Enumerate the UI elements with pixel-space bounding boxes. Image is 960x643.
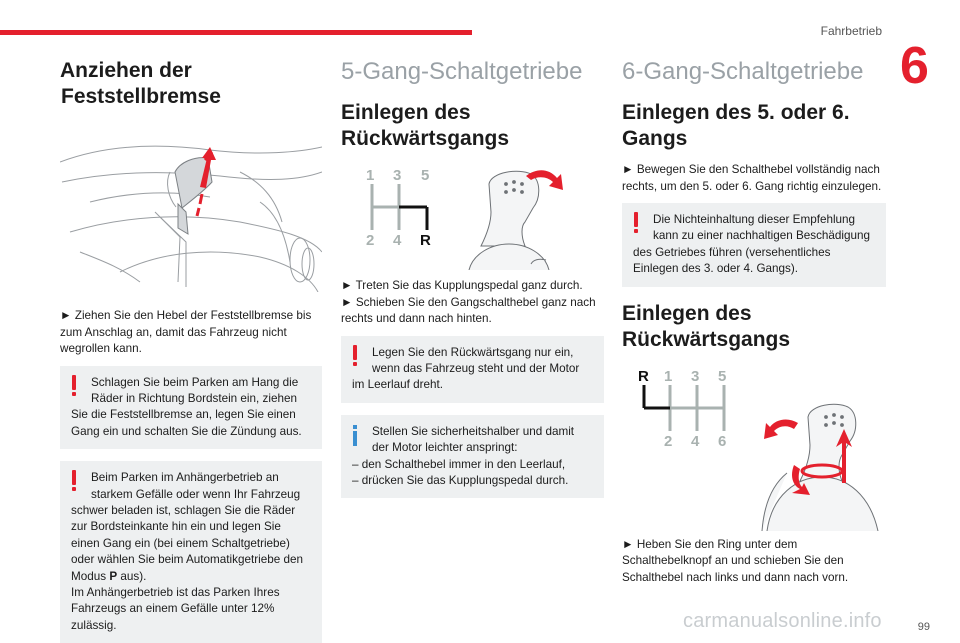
warning-box-slope-parking: Schlagen Sie beim Parken am Hang die Räder in Richtung Bordstein ein, ziehen Sie die Feststellbremse an, legen Sie einen Gang ein und schalten Sie die Zündung aus.: [60, 366, 322, 450]
page-number: 99: [917, 621, 930, 633]
gear-label-2: 2: [664, 432, 673, 450]
gear-label-3: 3: [393, 167, 402, 184]
gear-label-5: 5: [718, 367, 727, 385]
step-lift-ring: ► Heben Sie den Ring unter dem Schalthebelknopf an und schieben Sie den Schalthebel nach links und dann nach vorn.: [622, 537, 849, 584]
step-shift-reverse: ► Schieben Sie den Gangschalthebel ganz nach rechts und dann nach hinten.: [341, 295, 596, 325]
info-icon: [352, 425, 358, 446]
gear-label-1: 1: [664, 367, 673, 385]
warning-box-gearbox-damage: Die Nichteinhaltung dieser Empfehlung kann zu einer nachhaltigen Beschädigung des Getriebes führen (versehentliches Einlegen des 3. oder 4. Gangs).: [622, 203, 886, 287]
heading-line-1: Anziehen der: [60, 59, 192, 82]
heading-reverse-gear-5: Einlegen des Rückwärtsgangs: [341, 101, 510, 150]
gear-diagram-5-speed: [341, 164, 604, 270]
column-6-gear: [622, 56, 886, 586]
heading-reverse-gear-6: Einlegen des Rückwärtsgangs: [622, 301, 791, 351]
gear-label-3: 3: [691, 367, 700, 385]
list-item: – den Schalthebel immer in den Leerlauf,: [352, 457, 566, 471]
warning-icon: [71, 470, 77, 491]
warning-icon: [352, 345, 358, 366]
instruction-pull-lever: ► Ziehen Sie den Hebel der Feststellbremse bis zum Anschlag an, damit das Fahrzeug nicht wegrollen kann.: [60, 309, 312, 355]
gear-label-1: 1: [366, 167, 375, 184]
parking-brake-illustration: [60, 142, 322, 292]
gear-mode-label: P: [109, 569, 118, 583]
gear-label-5: 5: [421, 167, 430, 184]
gear-label-2: 2: [366, 232, 375, 249]
gear-label-4: 4: [691, 432, 700, 450]
gear-label-6: 6: [718, 432, 727, 450]
gear-label-4: 4: [393, 232, 402, 249]
warning-box-reverse-stationary: Legen Sie den Rückwärtsgang nur ein, wenn das Fahrzeug steht und der Motor im Leerlauf dreht.: [341, 336, 604, 403]
gear-label-r: R: [638, 367, 649, 385]
shift-knob-illustration: [469, 171, 549, 270]
chapter-accent-bar: [0, 30, 472, 35]
gear-label-r: R: [420, 232, 431, 249]
step-shift-5-6: ► Bewegen Sie den Schalthebel vollständig nach rechts, um den 5. oder 6. Gang richtig einzulegen.: [622, 163, 882, 193]
column-5-gear: [341, 56, 604, 498]
warning-box-trailer-parking: Beim Parken im Anhängerbetrieb an starkem Gefälle oder wenn Ihr Fahrzeug schwer beladen ist, schlagen Sie die Räder zur Bordsteinkante hin ein und legen Sie einen Gang ein (bei einem Schaltgetriebe) oder wählen Sie beim Automatikgetriebe den Modus P aus). Im Anhängerbetrieb ist das Parken Ihres Fahrzeugs an einem Gefälle unter 12% zulässig.: [60, 461, 322, 643]
column-parking-brake: [60, 56, 322, 643]
info-box-engine-start: Stellen Sie sicherheitshalber und damit der Motor leichter anspringt: – den Schalthebel immer in den Leerlauf, – drücken Sie das Kupplungspedal durch.: [341, 415, 604, 499]
heading-parking-brake: [60, 58, 322, 110]
running-header: Fahrbetrieb: [820, 24, 882, 38]
gear-diagram-6-speed: [622, 365, 886, 531]
heading-5-gear: 5-Gang-Schaltgetriebe: [341, 58, 583, 85]
warning-icon: [71, 375, 77, 396]
warning-icon: [633, 212, 639, 233]
heading-line-2: Feststellbremse: [61, 85, 221, 108]
heading-6-gear: 6-Gang-Schaltgetriebe: [622, 58, 864, 85]
watermark: carmanualsonline.info: [683, 610, 882, 632]
heading-gear-5-6: Einlegen des 5. oder 6. Gangs: [622, 101, 850, 150]
shift-left-arrow-icon: [764, 419, 798, 438]
chapter-number: 6: [900, 37, 929, 95]
step-clutch: ► Treten Sie das Kupplungspedal ganz durch.: [341, 279, 583, 292]
list-item: – drücken Sie das Kupplungspedal durch.: [352, 473, 569, 487]
